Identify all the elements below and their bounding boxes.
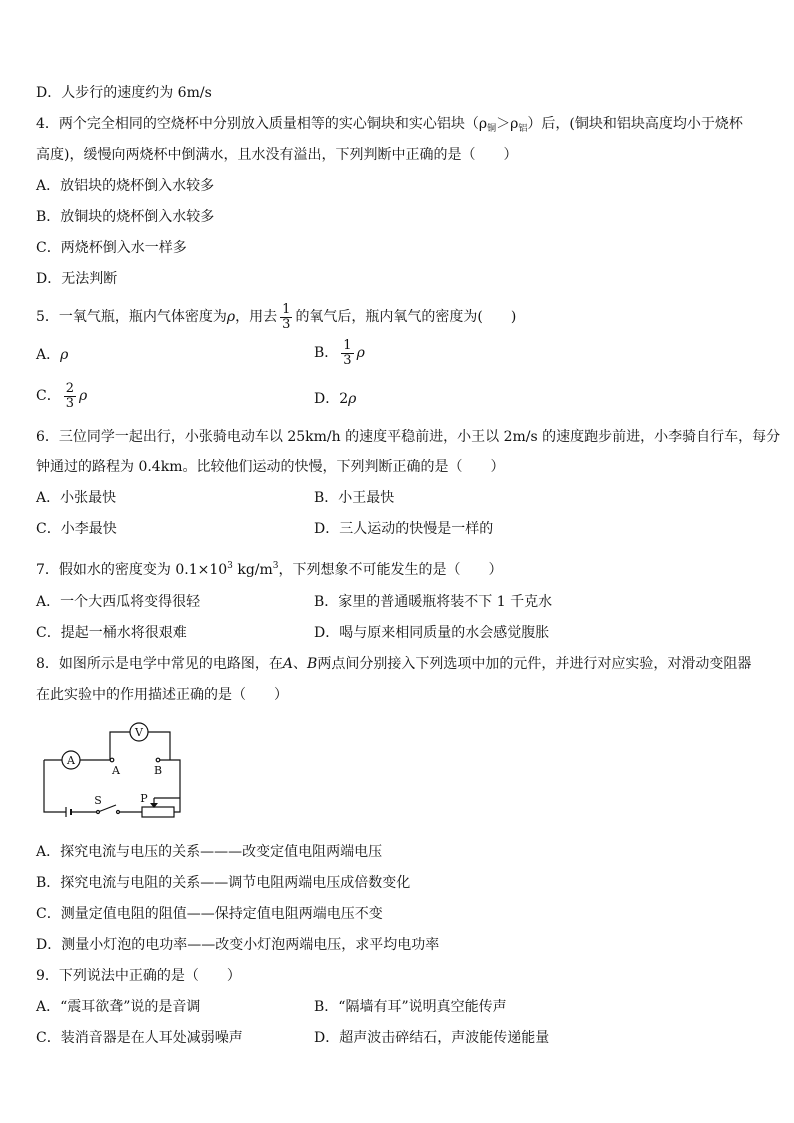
- q5-option-a: [36, 346, 68, 364]
- q8-option-d: D．测量小灯泡的电功率——改变小灯泡两端电压，求平均电功率: [36, 937, 440, 953]
- terminal-a: [110, 758, 114, 762]
- q5-option-b-rho: ρ: [356, 345, 365, 361]
- q5-fraction: [280, 303, 292, 332]
- rheostat-body: [142, 807, 174, 817]
- q4-stem-part-a: 4．两个完全相同的空烧杯中分别放入质量相等的实心铜块和实心铝块（ρ: [36, 116, 488, 132]
- q5-rho: ρ: [226, 309, 236, 325]
- q5-option-b-label: B．: [314, 345, 339, 361]
- q7-exponent: 3: [227, 561, 233, 571]
- q5-option-b-den: 3: [343, 352, 352, 368]
- point-a-label: A: [112, 764, 120, 777]
- q6-option-a: A．小张最快: [36, 490, 117, 506]
- q7-stem-part-b: ，下列想象不可能发生的是（ ）: [278, 562, 503, 578]
- ammeter-label: A: [67, 754, 75, 767]
- q7-option-d: D．喝与原来相同质量的水会感觉腹胀: [314, 625, 550, 641]
- q5-option-c-rho: ρ: [79, 388, 88, 404]
- q5-option-d-rho: ρ: [348, 391, 357, 407]
- q8-option-b: B．探究电流与电阻的关系——调节电阻两端电压成倍数变化: [36, 875, 411, 891]
- q4-sub-aluminum: 铝: [518, 124, 528, 134]
- q8-point-b: B: [307, 656, 318, 672]
- q8-stem-line1: [36, 655, 751, 673]
- q4-option-c: C．两烧杯倒入水一样多: [36, 240, 187, 256]
- q5-option-b-fraction: [341, 339, 353, 368]
- circuit-wire-rheostat-right: [174, 790, 180, 812]
- q8-option-c: C．测量定值电阻的阻值——保持定值电阻两端电压不变: [36, 906, 383, 922]
- q9-option-d: D．超声波击碎结石，声波能传递能量: [314, 1030, 550, 1046]
- q6-option-b: B．小王最快: [314, 490, 395, 506]
- q5-fraction-num: 1: [282, 301, 291, 317]
- q5-option-c-den: 3: [65, 395, 74, 411]
- q5-fraction-den: 3: [282, 316, 291, 332]
- q6-option-c: C．小李最快: [36, 521, 117, 537]
- q4-stem-line2: 高度)，缓慢向两烧杯中倒满水，且水没有溢出，下列判断中正确的是（ ）: [36, 147, 518, 163]
- q7-stem: [36, 557, 503, 579]
- q5-option-d: [314, 390, 356, 408]
- point-b-label: B: [153, 764, 163, 777]
- q9-option-c: C．装消音器是在人耳处减弱噪声: [36, 1030, 243, 1046]
- q6-option-d: D．三人运动的快慢是一样的: [314, 521, 494, 537]
- q7-option-a: A．一个大西瓜将变得很轻: [36, 594, 201, 610]
- q4-option-d: D．无法判断: [36, 271, 118, 287]
- q8-stem-part-a: 8．如图所示是电学中常见的电路图，在: [36, 656, 283, 672]
- q4-greater-than: ＞ρ: [496, 116, 519, 132]
- q5-option-c-fraction: [64, 382, 76, 411]
- slider-label: P: [140, 792, 148, 805]
- q8-option-a: A．探究电流与电压的关系———改变定值电阻两端电压: [36, 844, 383, 860]
- q4-stem-line1: [36, 115, 743, 138]
- switch-pivot: [97, 811, 100, 814]
- q4-sub-copper: 铜: [487, 124, 497, 134]
- q3-option-d: D．人步行的速度约为 6m/s: [36, 85, 212, 101]
- q5-option-d-label: D．: [314, 391, 340, 407]
- q7-option-c: C．提起一桶水将很艰难: [36, 625, 187, 641]
- q9-option-a: A．“震耳欲聋”说的是音调: [36, 999, 201, 1015]
- circuit-wire-from-voltmeter: [148, 732, 170, 760]
- q4-stem-part-b: ）后，(铜块和铝块高度均小于烧杯: [527, 116, 743, 132]
- q5-option-b-num: 1: [343, 337, 352, 353]
- q5-option-c: [36, 381, 87, 411]
- q8-stem-part-b: 两点间分别接入下列选项中加的元件，并进行对应实验，对滑动变阻器: [317, 656, 752, 672]
- q7-stem-part-a: 7．假如水的密度变为 0.1×10: [36, 562, 228, 578]
- q5-stem-part-c: 的氧气后，瓶内氧气的密度为( ): [295, 309, 517, 325]
- switch-contact: [117, 811, 120, 814]
- circuit-diagram: [36, 718, 196, 822]
- q6-stem-line2: 钟通过的路程为 0.4km。比较他们运动的快慢，下列判断正确的是（ ）: [36, 459, 505, 475]
- q6-stem-line1: 6．三位同学一起出行，小张骑电动车以 25km/h 的速度平稳前进，小王以 2m/s 的速度跑步前进，小李骑自行车，每分: [36, 429, 781, 445]
- q8-stem-line2: 在此实验中的作用描述正确的是（ ）: [36, 687, 288, 703]
- q7-unit: kg/m: [232, 562, 273, 578]
- q5-stem-part-a: 5．一氧气瓶，瓶内气体密度为: [36, 309, 227, 325]
- q9-option-b: B．“隔墙有耳”说明真空能传声: [314, 999, 507, 1015]
- switch-label: S: [94, 794, 102, 807]
- q8-separator: 、: [293, 656, 308, 672]
- q7-unit-exponent: 3: [272, 561, 279, 571]
- q8-point-a: A: [282, 656, 294, 672]
- q5-option-c-num: 2: [65, 380, 74, 396]
- circuit-wire-to-voltmeter: [110, 732, 130, 760]
- q9-stem: 9．下列说法中正确的是（ ）: [36, 968, 241, 984]
- voltmeter-label: V: [135, 726, 143, 739]
- q5-stem: [36, 302, 516, 332]
- circuit-wire-right: [160, 760, 180, 790]
- q5-option-c-label: C．: [36, 388, 61, 404]
- q5-option-d-value: 2: [339, 391, 349, 407]
- terminal-b: [156, 758, 160, 762]
- q4-option-b: B．放铜块的烧杯倒入水较多: [36, 209, 215, 225]
- q7-option-b: B．家里的普通暖瓶将装不下 1 千克水: [314, 594, 553, 610]
- q5-option-a-rho: ρ: [60, 347, 69, 363]
- q5-option-a-label: A．: [36, 347, 61, 363]
- q5-option-b: [314, 338, 365, 368]
- q5-stem-part-b: ，用去: [235, 309, 278, 325]
- circuit-wire-left: [44, 760, 66, 812]
- q4-option-a: A．放铝块的烧杯倒入水较多: [36, 178, 215, 194]
